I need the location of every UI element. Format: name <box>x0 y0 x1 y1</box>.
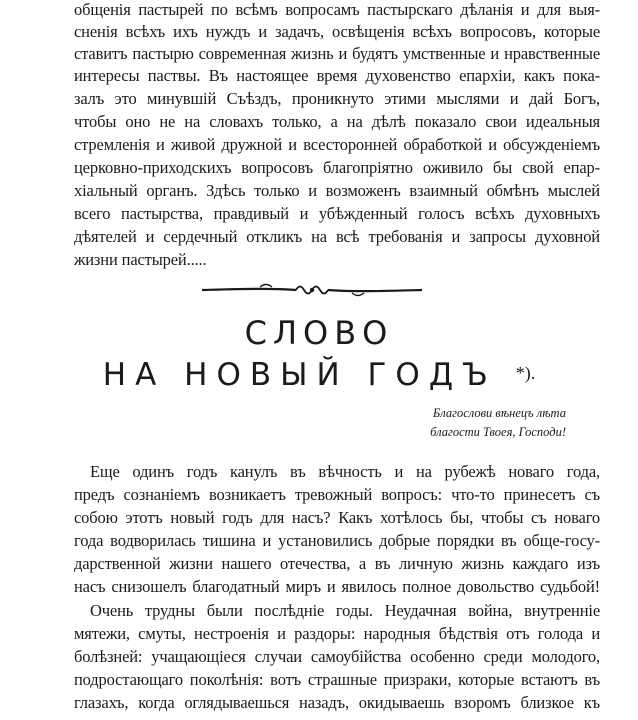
text-line: интересы паствы. Въ настоящее время духовенство епархіи, какъ пока- <box>74 66 600 85</box>
footnote-marker: *). <box>515 363 536 383</box>
text-line: залъ это минувшій Съѣздъ, проникнуто этими мыслями и дай Богъ, <box>74 89 600 108</box>
epigraph-line: Благослови вѣнецъ лѣта <box>432 406 566 420</box>
text-line: церковно-приходскихъ вопросовъ благопріятно оживило бы свой епар- <box>74 158 600 177</box>
text-line: собою этотъ новый годъ для насъ? Какъ хотѣлось бы, чтобы съ новаго <box>74 508 600 527</box>
text-line: подростающаго поколѣнія: вотъ страшные призраки, которые встаютъ въ <box>74 670 600 689</box>
text-line: болѣзней: учащающіеся случаи самоубійства особенно среди молодого, <box>74 647 600 666</box>
text-line: года водворилась тишина и установились добрые порядки въ обще-госу- <box>74 531 600 550</box>
heading-line-1: СЛОВО <box>244 314 394 352</box>
text-line: Еще одинъ годъ канулъ въ вѣчность и на рубежѣ новаго года, <box>90 462 600 481</box>
text-line: насъ снизошелъ благодатный миръ и явилось полное довольство судьбой! <box>74 577 600 596</box>
text-line: дарственной жизни нашего отечества, а въ личную жизнь каждаго изъ <box>74 554 600 573</box>
text-line: жизни пастырей..... <box>74 250 207 269</box>
text-line: общенія пастырей по всѣмъ вопросамъ пастырскаго дѣланія и для выя- <box>74 0 600 19</box>
text-line: ставитъ пастырю современная жизнь и будятъ умственные и нравственные <box>74 44 600 63</box>
text-line: сненія всѣхъ ихъ нуждъ и задачъ, освѣщенія всѣхъ вопросовъ, которые <box>74 22 600 41</box>
text-line: Очень трудны были послѣдніе годы. Неудачная война, внутренніе <box>90 601 600 620</box>
text-line: всего пастырства, правдивый и убѣжденный голосъ всѣхъ духовныхъ <box>74 204 600 223</box>
ornament-divider <box>200 280 424 300</box>
heading-text: НА НОВЫЙ ГОДЪ <box>102 357 497 393</box>
text-line: стремленія и живой дружной и всесторонней обработкой и обсужденіемъ <box>74 135 600 154</box>
text-line: дѣятелей и сердечный откликъ на всѣ требованія и запросы духовной <box>74 227 600 246</box>
epigraph-line: благости Твоея, Господи! <box>430 425 566 439</box>
text-line: мятежи, смуты, нестроенія и раздоры: народныя бѣдствія отъ голода и <box>74 624 600 643</box>
text-line: хіальный органъ. Здѣсь только и возможенъ взаимный обмѣнъ мыслей <box>74 181 600 200</box>
text-line: предъ сознаніемъ возникаетъ тревожный вопросъ: что-то принесетъ съ <box>74 485 600 504</box>
heading-line-2 <box>0 354 638 394</box>
text-line: глазахъ, когда оглядываешься назадъ, окидываешь взоромъ близкое къ <box>74 693 600 712</box>
text-line: чтобы оно не на словахъ только, а на дѣлѣ показало свои идеальныя <box>74 112 600 131</box>
